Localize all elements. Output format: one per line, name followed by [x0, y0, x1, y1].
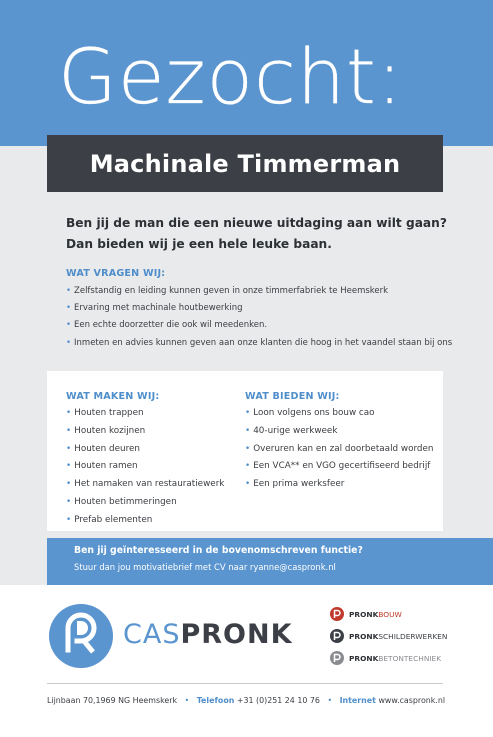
list-item: • Houten betimmeringen — [66, 496, 177, 507]
list-item: • Zelfstandig en leiding kunnen geven in onze timmerfabriek te Heemskerk — [66, 286, 389, 296]
list-item: • Prefab elementen — [66, 514, 153, 525]
sub-brand-betontechniek: PRONK BETONTECHNIEK — [330, 651, 441, 665]
caspronk-logo-icon — [49, 604, 113, 668]
separator-dot: • — [327, 696, 333, 705]
list-item: • Ervaring met machinale houtbewerking — [66, 303, 243, 314]
sub-brand-schilderwerken: PRONK SCHILDERWERKEN — [330, 629, 447, 643]
list-item: • Houten trappen — [66, 408, 144, 418]
bullet-icon: • — [66, 425, 72, 436]
bullet-icon: • — [66, 461, 72, 472]
job-title-bar — [47, 135, 443, 192]
bullet-icon: • — [245, 479, 251, 490]
pronk-schilderwerken-icon — [330, 629, 344, 643]
brand-cas: CAS — [123, 619, 181, 650]
bullet-icon: • — [66, 443, 72, 454]
list-item: • Loon volgens ons bouw cao — [245, 408, 375, 418]
phone-number: +31 (0)251 24 10 76 — [236, 696, 320, 705]
vragen-list — [66, 283, 466, 352]
intro-line-2: Dan bieden wij je een hele leuke baan. — [66, 237, 332, 251]
vragen-heading: WAT VRAGEN WIJ: — [66, 268, 166, 279]
list-item: • Een prima werksfeer — [245, 479, 345, 490]
list-item: • Een VCA** en VGO gecertifiseerd bedrijf — [245, 461, 431, 472]
footer-contact — [47, 696, 467, 705]
sub-brand-bouw: PRONK BOUW — [330, 607, 402, 621]
bullet-icon: • — [245, 461, 251, 472]
bullet-icon: • — [245, 425, 251, 436]
bieden-heading: WAT BIEDEN WIJ: — [245, 391, 340, 402]
headline: Gezocht: — [58, 32, 404, 121]
bullet-icon: • — [245, 443, 251, 454]
intro-text — [66, 213, 466, 255]
list-item: • Houten deuren — [66, 443, 140, 454]
list-item: • Houten kozijnen — [66, 425, 146, 436]
cta-question: Ben jij geïnteresseerd in de bovenomschreven functie? — [74, 545, 363, 556]
separator-dot: • — [184, 696, 190, 705]
intro-line-1: Ben jij de man die een nieuwe uitdaging aan wilt gaan? — [66, 216, 447, 230]
cta-text: Stuur dan jou motivatiebrief met CV naar ryanne@caspronk.nl — [74, 562, 336, 572]
pronk-betontechniek-icon — [330, 651, 344, 665]
list-item: • Inmeten en advies kunnen geven aan onze klanten die hoog in het vaandel staan bij ons — [66, 337, 453, 348]
list-item: • Houten ramen — [66, 461, 138, 472]
bullet-icon: • — [66, 320, 72, 331]
maken-list — [66, 405, 224, 530]
bullet-icon: • — [66, 514, 72, 525]
footer-divider — [47, 683, 443, 684]
phone-label: Telefoon — [196, 696, 235, 705]
bullet-icon: • — [66, 408, 72, 418]
list-item: • 40-urige werkweek — [245, 425, 338, 436]
job-title: Machinale Timmerman — [89, 149, 401, 178]
maken-heading: WAT MAKEN WIJ: — [66, 391, 160, 402]
website-link[interactable]: www.caspronk.nl — [378, 696, 446, 705]
bullet-icon: • — [66, 479, 72, 490]
bullet-icon: • — [66, 303, 72, 314]
brand-pronk: PRONK — [180, 619, 293, 650]
bullet-icon: • — [66, 337, 72, 348]
bullet-icon: • — [245, 408, 251, 418]
list-item: • Overuren kan en zal doorbetaald worden — [245, 443, 434, 454]
internet-label: Internet — [339, 696, 376, 705]
bullet-icon: • — [66, 496, 72, 507]
brand-wordmark — [123, 619, 293, 651]
list-item: • Het namaken van restauratiewerk — [66, 479, 225, 490]
bullet-icon: • — [66, 286, 72, 296]
pronk-bouw-icon — [330, 607, 344, 621]
footer-address: Lijnbaan 70,1969 NG Heemskerk — [47, 696, 178, 705]
bieden-list — [245, 405, 434, 494]
list-item: • Een echte doorzetter die ook wil meedenken. — [66, 320, 268, 331]
